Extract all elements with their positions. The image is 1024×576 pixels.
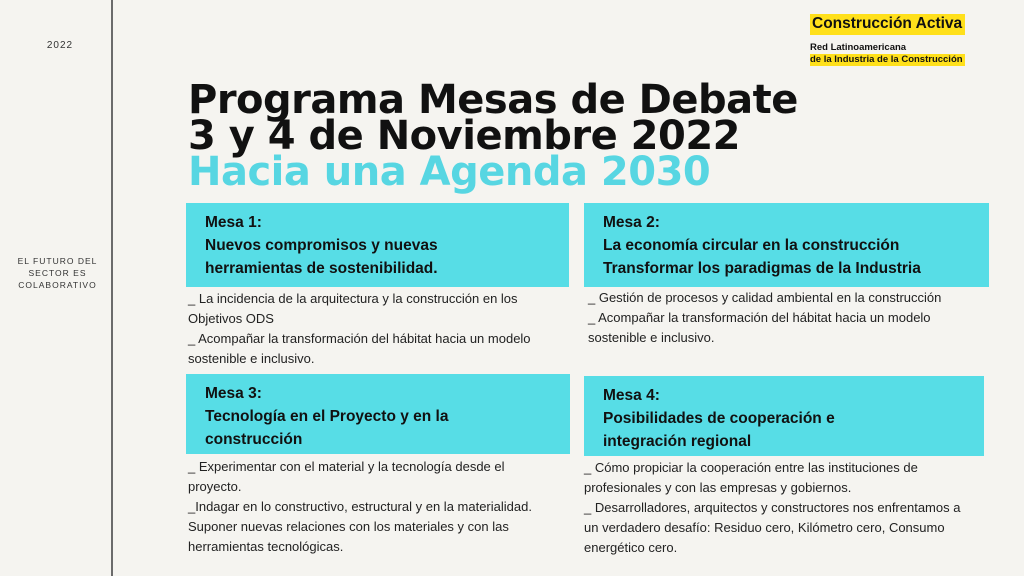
tagline-line-2: SECTOR ES: [28, 268, 87, 278]
mesa-4-item-2: _ Desarrolladores, arquitectos y constructores nos enfrentamos a un verdadero desafío: Residuo cero, Kilómetro cero, Consumo energético cero.: [584, 500, 961, 555]
tagline-line-3: COLABORATIVO: [18, 280, 97, 290]
mesa-1-item-2: _ Acompañar la transformación del hábitat hacia un modelo sostenible e inclusivo.: [188, 331, 531, 366]
mesa-2-box: [584, 203, 989, 287]
brand-subtitle-line-1: Red Latinoamericana: [810, 42, 907, 53]
mesa-4-body: [584, 458, 964, 558]
brand-logo: [810, 14, 990, 66]
mesa-3-heading: Mesa 3:: [205, 385, 262, 402]
tagline-line-1: EL FUTURO DEL: [17, 256, 98, 266]
mesa-3-box: [186, 374, 570, 454]
title-line-3: Hacia una Agenda 2030: [188, 149, 711, 195]
mesa-1-heading: Mesa 1:: [205, 214, 262, 231]
mesa-4-item-1: _ Cómo propiciar la cooperación entre las instituciones de profesionales y con las empresas y gobiernos.: [584, 460, 918, 495]
mesa-2-item-1: _ Gestión de procesos y calidad ambiental en la construcción: [588, 290, 942, 305]
mesa-4-title-line-1: Posibilidades de cooperación e: [603, 410, 835, 427]
year-label: 2022: [46, 40, 74, 51]
sidebar-tagline: [10, 255, 105, 291]
mesa-2-item-2: _ Acompañar la transformación del hábitat hacia un modelo sostenible e inclusivo.: [588, 310, 931, 345]
mesa-4-title-line-2: integración regional: [603, 433, 752, 450]
title-line-1: Programa Mesas de Debate: [188, 77, 798, 123]
sidebar-divider: [111, 0, 113, 576]
mesa-3-body: [188, 457, 548, 557]
mesa-1-box: [186, 203, 569, 287]
mesa-3-item-1: _ Experimentar con el material y la tecnología desde el proyecto.: [188, 459, 505, 494]
mesa-1-item-1: _ La incidencia de la arquitectura y la construcción en los Objetivos ODS: [188, 291, 518, 326]
mesa-1-title-line-1: Nuevos compromisos y nuevas: [205, 237, 438, 254]
brand-name: Construcción Activa: [810, 14, 965, 35]
title-line-2: 3 y 4 de Noviembre 2022: [188, 113, 740, 159]
mesa-2-title-line-2: Transformar los paradigmas de la Industria: [603, 260, 921, 277]
brand-subtitle: [810, 42, 990, 66]
mesa-1-title-line-2: herramientas de sostenibilidad.: [205, 260, 438, 277]
mesa-2-title-line-1: La economía circular en la construcción: [603, 237, 900, 254]
mesa-2-heading: Mesa 2:: [603, 214, 660, 231]
mesa-3-title-line-2: construcción: [205, 431, 303, 448]
mesa-3-title-line-1: Tecnología en el Proyecto y en la: [205, 408, 449, 425]
mesa-3-item-2: _Indagar en lo constructivo, estructural y en la materialidad. Suponer nuevas relaciones con los materiales y con las herramientas tecnológicas.: [188, 499, 532, 554]
brand-subtitle-line-2: de la Industria de la Construcción: [810, 54, 963, 65]
mesa-1-body: [188, 289, 570, 369]
mesa-2-body: [588, 288, 988, 348]
mesa-4-heading: Mesa 4:: [603, 387, 660, 404]
mesa-4-box: [584, 376, 984, 456]
page-title: [188, 77, 798, 195]
